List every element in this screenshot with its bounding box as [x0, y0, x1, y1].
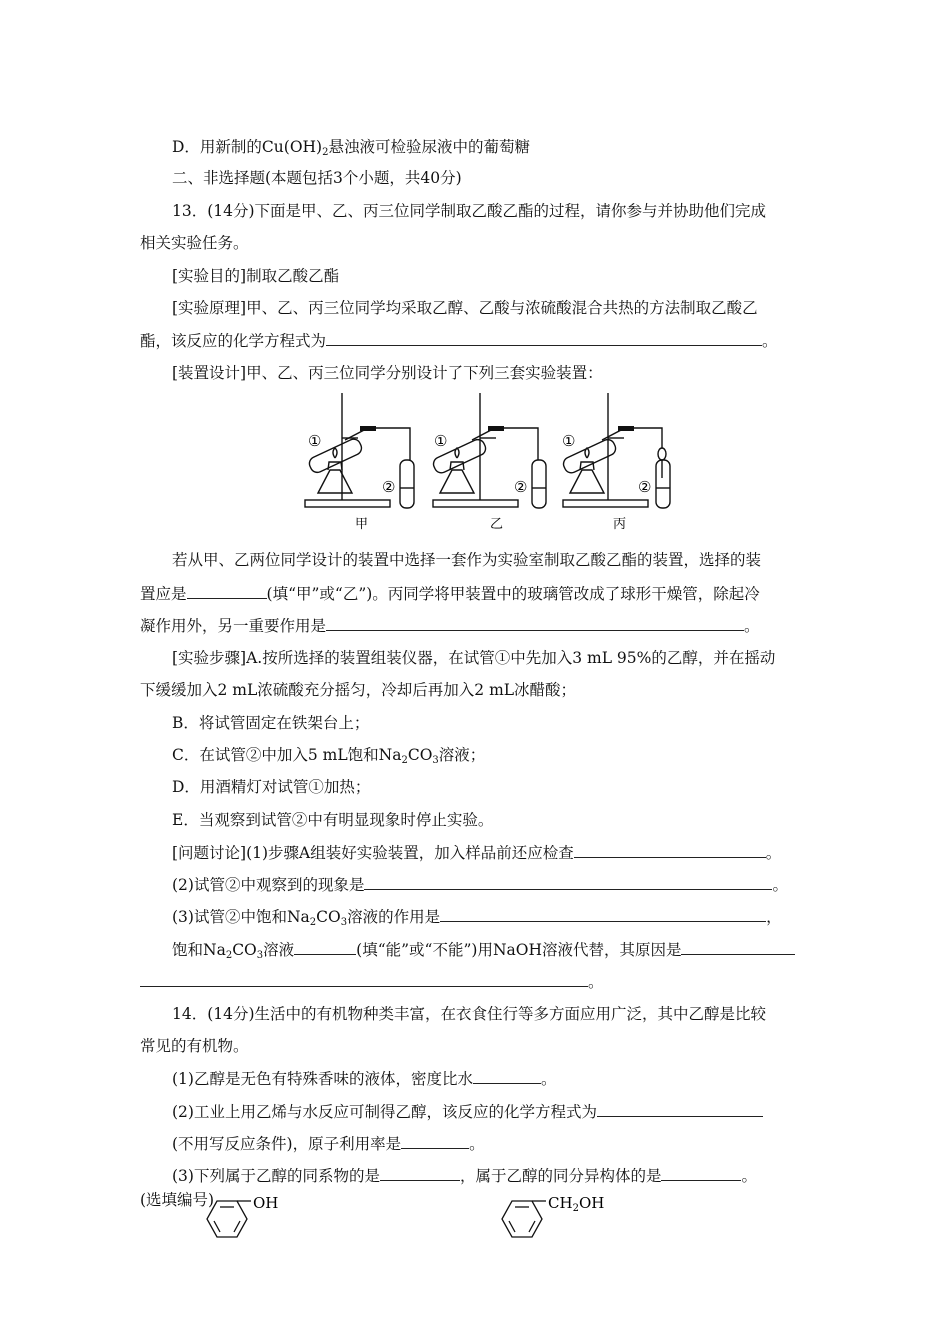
- step-d: D．用酒精灯对试管①加热；: [172, 778, 371, 796]
- answer-blank-check[interactable]: [574, 842, 766, 858]
- answer-blank-reason[interactable]: [681, 939, 795, 955]
- answer-blank-density[interactable]: [473, 1068, 541, 1084]
- tube2-label-bing: ②: [638, 478, 652, 496]
- answer-blank-equation[interactable]: [326, 330, 762, 346]
- tube2-label-yi: ②: [514, 478, 528, 496]
- tube1-label-jia: ①: [308, 432, 322, 450]
- experiment-principle-cont: 酯，该反应的化学方程式为 。: [140, 332, 778, 350]
- benzyl-alcohol-structure: [490, 1195, 650, 1265]
- answer-blank-choice[interactable]: [187, 583, 267, 599]
- q13-intro-cont: 相关实验任务。: [140, 234, 249, 252]
- answer-blank-reason-cont[interactable]: [140, 971, 588, 987]
- benzyl-ch2-label: $CH_2OH$: [548, 1195, 605, 1214]
- answer-blank-isomer[interactable]: [661, 1165, 741, 1181]
- answer-blank-utilization[interactable]: [401, 1133, 469, 1149]
- tube1-label-bing: ①: [562, 432, 576, 450]
- label-jia: 甲: [355, 517, 369, 532]
- tube1-label-yi: ①: [434, 432, 448, 450]
- discussion-2: (2)试管②中观察到的现象是 。: [172, 876, 788, 894]
- q14-part2-cont: (不用写反应条件)，原子利用率是 。: [172, 1135, 485, 1153]
- step-a-cont: 下缓缓加入2 mL浓硫酸充分摇匀，冷却后再加入2 mL冰醋酸；: [140, 681, 577, 699]
- step-c: C．在试管②中加入5 mL饱和$Na_2CO_3$溶液；: [172, 746, 486, 766]
- q14-note: (选填编号): [140, 1191, 215, 1209]
- apparatus-design: [装置设计]甲、乙、丙三位同学分别设计了下列三套实验装置：: [172, 364, 603, 382]
- q14-part1: (1)乙醇是无色有特殊香味的液体，密度比水 。: [172, 1070, 557, 1088]
- experiment-purpose: [实验目的]制取乙酸乙酯: [172, 267, 340, 285]
- tube2-label-jia: ②: [382, 478, 396, 496]
- apparatus-bing: [561, 393, 670, 508]
- apparatus-jia: [305, 393, 414, 508]
- discussion-3: (3)试管②中饱和$Na_2CO_3$溶液的作用是 ，: [172, 908, 782, 928]
- step-e: E．当观察到试管②中有明显现象时停止实验。: [172, 811, 494, 829]
- answer-blank-role[interactable]: [440, 906, 766, 922]
- answer-blank-phenomenon[interactable]: [364, 874, 772, 890]
- answer-blank-homolog[interactable]: [380, 1165, 460, 1181]
- phenol-structure: [195, 1195, 315, 1265]
- discussion-3-cont: 饱和$Na_2CO_3$溶液 (填“能”或“不能”)用NaOH溶液代替，其原因是: [172, 939, 795, 966]
- apparatus-figure: [300, 388, 690, 538]
- section-heading: 二、非选择题(本题包括3个小题，共40分): [172, 169, 462, 187]
- q13-function: 凝作用外，另一重要作用是 。: [140, 617, 760, 635]
- q14-intro: 14．(14分)生活中的有机物种类丰富，在衣食住行等多方面应用广泛，其中乙醇是比较: [172, 1005, 767, 1023]
- answer-blank-can[interactable]: [294, 939, 356, 955]
- experiment-principle: [实验原理]甲、乙、丙三位同学均采取乙醇、乙酸与浓硫酸混合共热的方法制取乙酸乙: [172, 299, 758, 317]
- answer-blank-function[interactable]: [326, 615, 744, 631]
- q13-intro: 13．(14分)下面是甲、乙、丙三位同学制取乙酸乙酯的过程，请你参与并协助他们完成: [172, 202, 767, 220]
- option-d: D．用新制的$Cu(OH)_2$悬浊液可检验尿液中的葡萄糖: [172, 138, 530, 158]
- q14-intro-cont: 常见的有机物。: [140, 1037, 249, 1055]
- label-bing: 丙: [613, 517, 627, 532]
- step-b: B．将试管固定在铁架台上；: [172, 714, 370, 732]
- step-a: [实验步骤]A.按所选择的装置组装仪器，在试管①中先加入3 mL 95%的乙醇，并在摇动: [172, 649, 776, 667]
- q14-part2: (2)工业上用乙烯与水反应可制得乙醇，该反应的化学方程式为: [172, 1101, 763, 1122]
- phenol-oh-label: OH: [253, 1195, 279, 1212]
- apparatus-yi: [431, 393, 546, 508]
- answer-blank-reaction[interactable]: [597, 1101, 763, 1117]
- q13-choose: 若从甲、乙两位同学设计的装置中选择一套作为实验室制取乙酸乙酯的装置，选择的装: [172, 551, 762, 569]
- label-yi: 乙: [490, 517, 504, 532]
- q13-choose-cont: 置应是 (填“甲”或“乙”)。丙同学将甲装置中的玻璃管改成了球形干燥管，除起冷: [140, 585, 760, 603]
- discussion-3-cont2: 。: [140, 971, 604, 992]
- q14-part3: (3)下列属于乙醇的同系物的是 ，属于乙醇的同分异构体的是 。: [172, 1167, 757, 1185]
- discussion-1: [问题讨论](1)步骤A组装好实验装置，加入样品前还应检查 。: [172, 844, 782, 862]
